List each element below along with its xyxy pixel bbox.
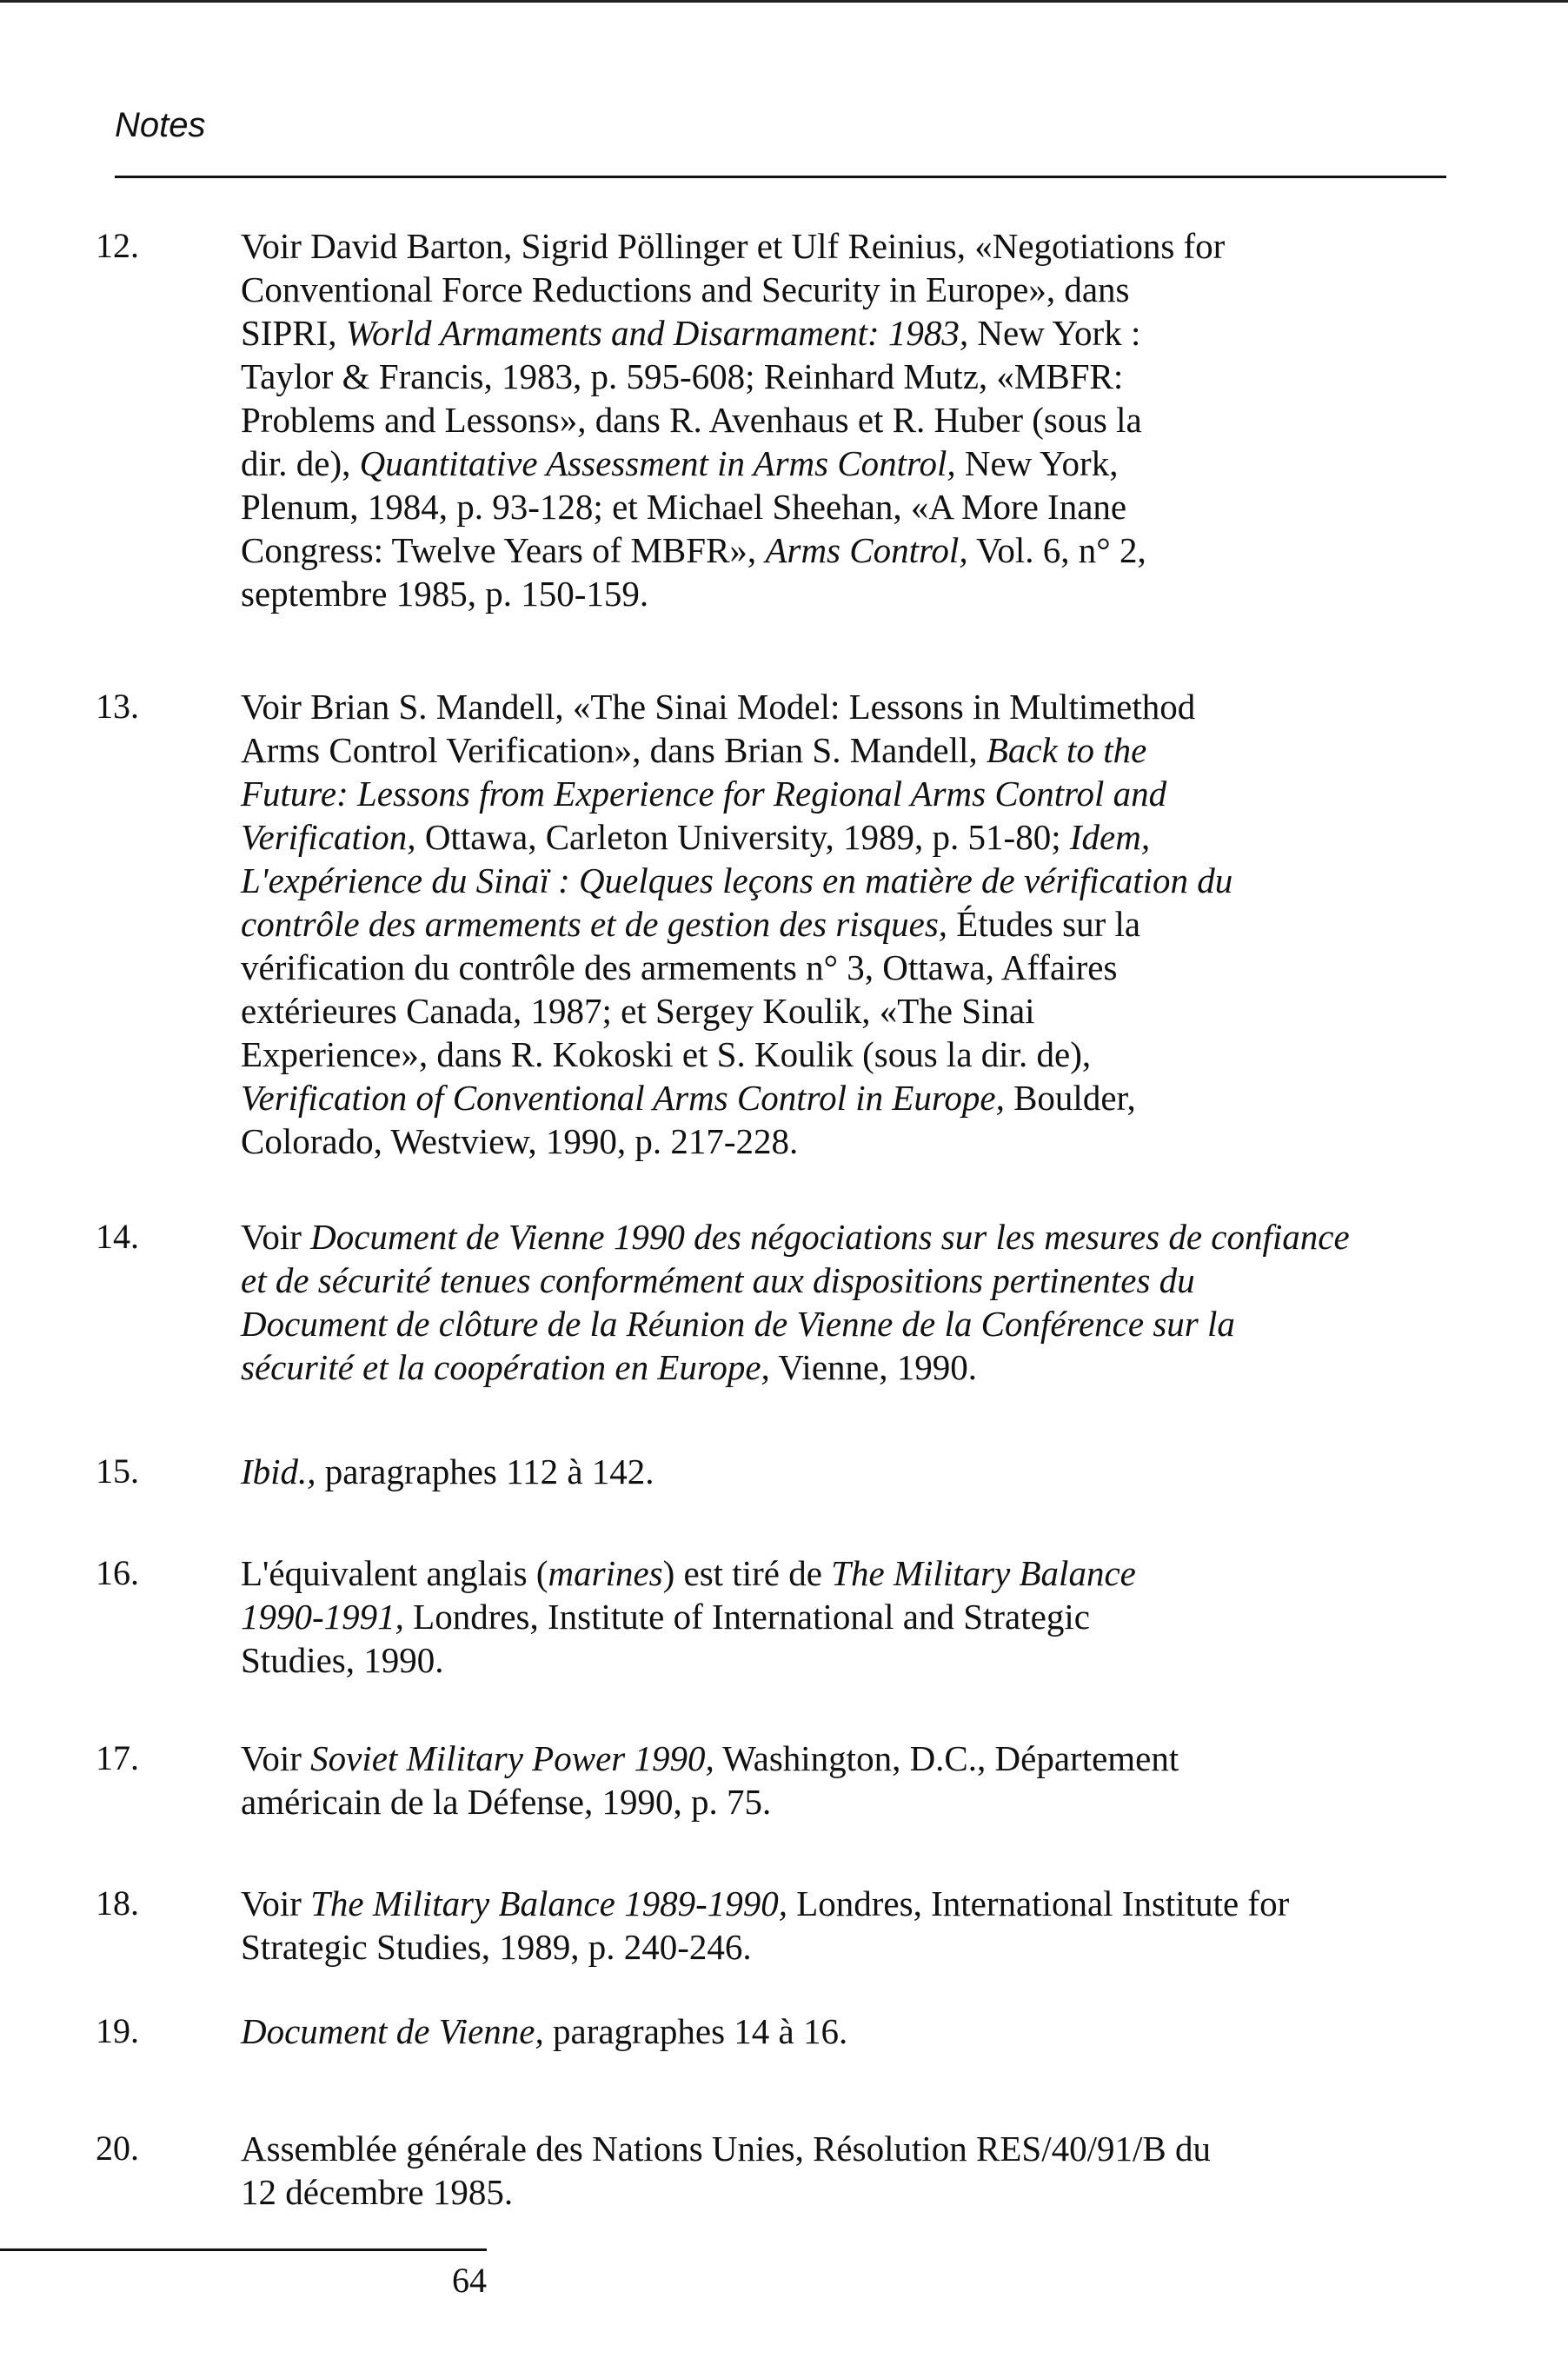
text-segment: dir. de), (241, 443, 360, 483)
text-segment: paragraphes 112 à 142. (316, 1451, 654, 1491)
text-segment: Colorado, Westview, 1990, p. 217-228. (241, 1121, 799, 1161)
italic-segment: contrôle des armements et de gestion des risques, (241, 904, 948, 944)
italic-segment: Idem, (1069, 817, 1151, 857)
italic-segment: Document de Vienne, (241, 2011, 544, 2051)
text-segment: Études sur la (947, 904, 1141, 944)
endnote-line (241, 989, 1458, 1033)
endnote-text (241, 685, 1458, 1163)
italic-segment: marines (548, 1553, 663, 1593)
text-segment: Congress: Twelve Years of MBFR», (241, 530, 766, 570)
endnote-number: 16. (96, 1553, 139, 1592)
italic-segment: Document de Vienne 1990 des négociations sur les mesures de confiance (310, 1217, 1350, 1257)
endnote-line (241, 398, 1458, 442)
endnote-line (241, 902, 1458, 946)
endnote-line (241, 1259, 1458, 1302)
italic-segment: The Military Balance (831, 1553, 1136, 1593)
italic-segment: Ibid., (241, 1451, 316, 1491)
endnote-number: 14. (96, 1217, 139, 1256)
italic-segment: et de sécurité tenues conformément aux dispositions pertinentes du (241, 1260, 1195, 1300)
text-segment: Plenum, 1984, p. 93-128; et Michael Sheehan, «A More Inane (241, 487, 1127, 527)
endnote-line (241, 311, 1458, 355)
italic-segment: Verification of Conventional Arms Control in Europe, (241, 1078, 1005, 1118)
endnote-line (241, 1450, 1458, 1493)
endnote-line (241, 772, 1458, 815)
text-segment: Voir Brian S. Mandell, «The Sinai Model: Lessons in Multimethod (241, 687, 1196, 727)
italic-segment: Document de clôture de la Réunion de Vienne de la Conférence sur la (241, 1304, 1235, 1344)
endnote-text (241, 1215, 1458, 1389)
endnote-line (241, 528, 1458, 572)
italic-segment: Soviet Military Power 1990, (310, 1738, 714, 1778)
text-segment: extérieures Canada, 1987; et Sergey Koulik, «The Sinai (241, 991, 1035, 1031)
text-segment: Voir (241, 1883, 311, 1923)
text-segment: SIPRI, (241, 313, 346, 353)
text-segment: Washington, D.C., Département (714, 1738, 1179, 1778)
text-segment: Taylor & Francis, 1983, p. 595-608; Reinhard Mutz, «MBFR: (241, 356, 1124, 396)
text-segment: vérification du contrôle des armements n° 3, Ottawa, Affaires (241, 947, 1118, 987)
italic-segment: Arms Control, (765, 530, 968, 570)
endnote-number: 15. (96, 1451, 139, 1491)
text-segment: Problems and Lessons», dans R. Avenhaus et R. Huber (sous la (241, 400, 1142, 440)
endnote-line (241, 268, 1458, 311)
text-segment: Studies, 1990. (241, 1640, 444, 1680)
endnote-line (241, 685, 1458, 728)
text-segment: Strategic Studies, 1989, p. 240-246. (241, 1927, 752, 1967)
endnote-line (241, 1882, 1458, 1925)
text-segment: Voir (241, 1738, 311, 1778)
text-segment: New York, (955, 443, 1119, 483)
italic-segment: Quantitative Assessment in Arms Control, (359, 443, 956, 483)
endnote-line (241, 1595, 1458, 1638)
italic-segment: World Armaments and Disarmament: 1983, (345, 313, 969, 353)
endnote-text (241, 1450, 1458, 1493)
endnote-line (241, 1076, 1458, 1119)
endnote-text (241, 2009, 1458, 2053)
endnote-line (241, 1345, 1458, 1389)
endnote-line (241, 1925, 1458, 1969)
endnote-number: 20. (96, 2129, 139, 2168)
text-segment: américain de la Défense, 1990, p. 75. (241, 1782, 772, 1822)
endnote-number: 12. (96, 226, 139, 265)
endnote-line (241, 1033, 1458, 1076)
italic-segment: The Military Balance 1989-1990, (310, 1883, 787, 1923)
text-segment: Assemblée générale des Nations Unies, Résolution RES/40/91/B du (241, 2129, 1211, 2169)
endnote-line (241, 572, 1458, 615)
endnote-line (241, 946, 1458, 989)
text-segment: Experience», dans R. Kokoski et S. Koulik (sous la dir. de), (241, 1034, 1092, 1074)
text-segment: Voir (241, 1217, 311, 1257)
page-number: 64 (452, 2261, 487, 2300)
italic-segment: Back to the (986, 730, 1147, 770)
section-title: Notes (115, 106, 206, 144)
text-segment: 12 décembre 1985. (241, 2172, 514, 2212)
endnote-line (241, 1780, 1458, 1823)
endnote-line (241, 2170, 1458, 2214)
footer-rule (0, 2248, 487, 2251)
endnote-line (241, 1737, 1458, 1780)
text-segment: paragraphes 14 à 16. (543, 2011, 848, 2051)
endnote-line (241, 442, 1458, 485)
italic-segment: Verification, (241, 817, 416, 857)
endnote-line (241, 1551, 1458, 1595)
text-segment: Ottawa, Carleton University, 1989, p. 51-80; (415, 817, 1070, 857)
text-segment: L'équivalent anglais ( (241, 1553, 548, 1593)
endnote-number: 13. (96, 687, 139, 726)
endnote-text (241, 1737, 1458, 1823)
endnote-line (241, 224, 1458, 268)
text-segment: Boulder, (1004, 1078, 1136, 1118)
italic-segment: Future: Lessons from Experience for Regional Arms Control and (241, 774, 1167, 814)
endnote-number: 19. (96, 2011, 139, 2050)
text-segment: New York : (968, 313, 1141, 353)
endnote-line (241, 2127, 1458, 2170)
endnote-line (241, 1119, 1458, 1163)
text-segment: Vol. 6, n° 2, (967, 530, 1146, 570)
endnote-number: 17. (96, 1738, 139, 1777)
text-segment: septembre 1985, p. 150-159. (241, 574, 649, 614)
endnote-text (241, 2127, 1458, 2214)
italic-segment: 1990-1991, (241, 1597, 404, 1637)
italic-segment: sécurité et la coopération en Europe, (241, 1347, 770, 1387)
endnote-line (241, 355, 1458, 398)
endnote-line (241, 815, 1458, 859)
endnote-line (241, 1638, 1458, 1682)
endnote-line (241, 2009, 1458, 2053)
endnote-line (241, 859, 1458, 902)
endnote-text (241, 1882, 1458, 1969)
text-segment: ) est tiré de (662, 1553, 832, 1593)
endnote-line (241, 485, 1458, 528)
endnote-text (241, 224, 1458, 615)
endnote-line (241, 1302, 1458, 1345)
text-segment: Vienne, 1990. (769, 1347, 977, 1387)
endnote-line (241, 1215, 1458, 1259)
endnote-line (241, 728, 1458, 772)
text-segment: Voir David Barton, Sigrid Pöllinger et Ulf Reinius, «Negotiations for (241, 226, 1226, 266)
endnote-text (241, 1551, 1458, 1682)
text-segment: Londres, Institute of International and Strategic (403, 1597, 1090, 1637)
italic-segment: L'expérience du Sinaï : Quelques leçons en matière de vérification du (241, 860, 1233, 900)
endnote-number: 18. (96, 1883, 139, 1923)
text-segment: Arms Control Verification», dans Brian S. Mandell, (241, 730, 987, 770)
text-segment: Conventional Force Reductions and Security in Europe», dans (241, 269, 1130, 309)
text-segment: Londres, International Institute for (787, 1883, 1290, 1923)
